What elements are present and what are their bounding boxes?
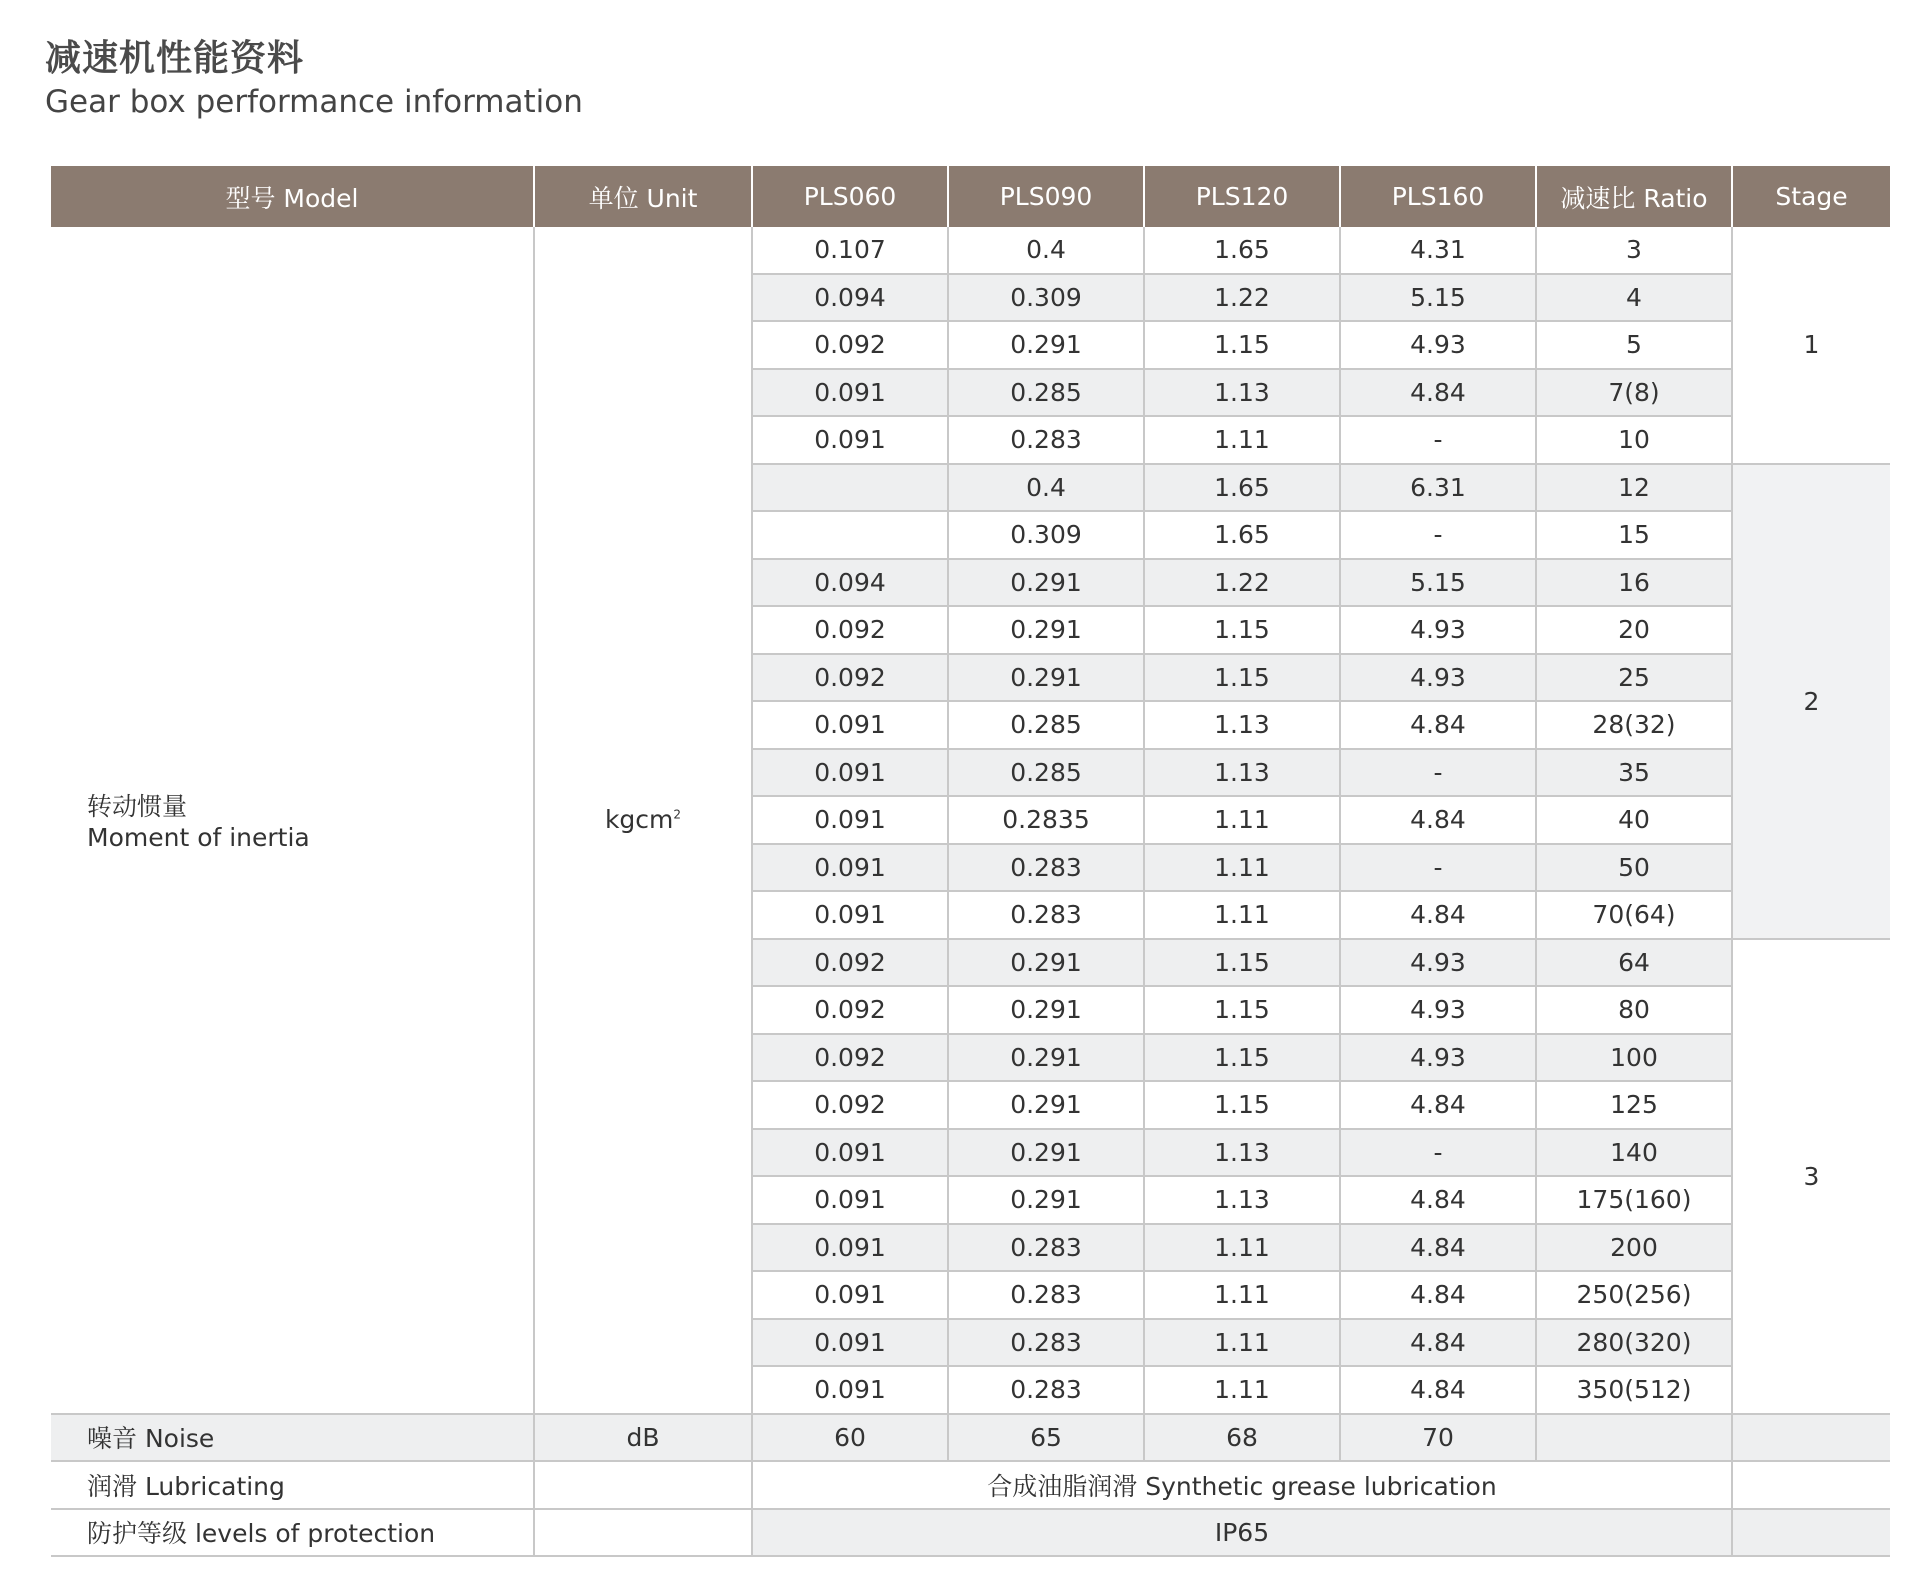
inertia-value-cell: 5.15 bbox=[1340, 274, 1536, 322]
inertia-value-cell: 0.291 bbox=[948, 1176, 1144, 1224]
inertia-value-cell: 0.094 bbox=[752, 559, 948, 607]
header-pls160: PLS160 bbox=[1340, 166, 1536, 227]
inertia-value-cell: 0.291 bbox=[948, 606, 1144, 654]
header-unit: 单位 Unit bbox=[534, 166, 752, 227]
inertia-value-cell: 4.93 bbox=[1340, 606, 1536, 654]
inertia-value-cell: 1.15 bbox=[1144, 986, 1340, 1034]
inertia-value-cell: 0.091 bbox=[752, 1129, 948, 1177]
header-stage: Stage bbox=[1732, 166, 1890, 227]
ratio-cell: 140 bbox=[1536, 1129, 1732, 1177]
ratio-cell: 35 bbox=[1536, 749, 1732, 797]
inertia-value-cell: - bbox=[1340, 749, 1536, 797]
inertia-value-cell: 0.283 bbox=[948, 1366, 1144, 1414]
inertia-label bbox=[51, 227, 534, 1414]
inertia-value-cell: 4.84 bbox=[1340, 1366, 1536, 1414]
inertia-value-cell: 0.283 bbox=[948, 891, 1144, 939]
inertia-value-cell: 0.283 bbox=[948, 416, 1144, 464]
inertia-value-cell: 0.107 bbox=[752, 227, 948, 274]
inertia-value-cell: 1.13 bbox=[1144, 1176, 1340, 1224]
inertia-value-cell: 1.11 bbox=[1144, 1224, 1340, 1272]
inertia-value-cell: 1.13 bbox=[1144, 1129, 1340, 1177]
inertia-value-cell: 1.65 bbox=[1144, 464, 1340, 512]
inertia-value-cell: 0.092 bbox=[752, 1081, 948, 1129]
inertia-value-cell: 1.15 bbox=[1144, 606, 1340, 654]
ratio-cell: 4 bbox=[1536, 274, 1732, 322]
inertia-value-cell: 0.092 bbox=[752, 606, 948, 654]
lubricating-label: 润滑 Lubricating bbox=[51, 1461, 534, 1509]
table-row bbox=[51, 227, 1890, 274]
ratio-cell: 28(32) bbox=[1536, 701, 1732, 749]
protection-stage-empty bbox=[1732, 1509, 1890, 1557]
inertia-value-cell: 0.091 bbox=[752, 1224, 948, 1272]
inertia-value-cell: 0.291 bbox=[948, 1034, 1144, 1082]
inertia-value-cell: 1.11 bbox=[1144, 1366, 1340, 1414]
inertia-value-cell: 1.15 bbox=[1144, 1081, 1340, 1129]
inertia-value-cell: 0.094 bbox=[752, 274, 948, 322]
inertia-value-cell: 0.283 bbox=[948, 1224, 1144, 1272]
noise-value-cell: 65 bbox=[948, 1414, 1144, 1462]
inertia-value-cell: 1.13 bbox=[1144, 369, 1340, 417]
stage-cell: 1 bbox=[1732, 227, 1890, 464]
inertia-value-cell: 4.84 bbox=[1340, 1176, 1536, 1224]
inertia-value-cell: 0.291 bbox=[948, 321, 1144, 369]
inertia-value-cell: 0.091 bbox=[752, 891, 948, 939]
inertia-unit-text: kgcm bbox=[604, 805, 674, 835]
header-pls090: PLS090 bbox=[948, 166, 1144, 227]
lubricating-unit-empty bbox=[534, 1461, 752, 1509]
ratio-cell: 280(320) bbox=[1536, 1319, 1732, 1367]
inertia-value-cell: - bbox=[1340, 844, 1536, 892]
ratio-cell: 20 bbox=[1536, 606, 1732, 654]
inertia-value-cell: 0.291 bbox=[948, 1129, 1144, 1177]
ratio-cell: 16 bbox=[1536, 559, 1732, 607]
page-title-en: Gear box performance information bbox=[45, 84, 583, 120]
lubricating-row bbox=[51, 1461, 1890, 1509]
inertia-value-cell bbox=[752, 511, 948, 559]
lubricating-value: 合成油脂润滑 Synthetic grease lubrication bbox=[752, 1461, 1732, 1509]
inertia-value-cell: 4.84 bbox=[1340, 1081, 1536, 1129]
inertia-value-cell: - bbox=[1340, 511, 1536, 559]
inertia-value-cell: 4.84 bbox=[1340, 369, 1536, 417]
ratio-cell: 40 bbox=[1536, 796, 1732, 844]
inertia-value-cell: 0.092 bbox=[752, 654, 948, 702]
ratio-cell: 15 bbox=[1536, 511, 1732, 559]
inertia-value-cell: 0.291 bbox=[948, 559, 1144, 607]
inertia-value-cell: 1.15 bbox=[1144, 654, 1340, 702]
noise-unit: dB bbox=[534, 1414, 752, 1462]
ratio-cell: 80 bbox=[1536, 986, 1732, 1034]
inertia-value-cell: 0.091 bbox=[752, 749, 948, 797]
inertia-value-cell: 1.11 bbox=[1144, 796, 1340, 844]
inertia-value-cell: 0.092 bbox=[752, 986, 948, 1034]
inertia-value-cell: 0.283 bbox=[948, 844, 1144, 892]
ratio-cell: 25 bbox=[1536, 654, 1732, 702]
inertia-value-cell: 4.93 bbox=[1340, 654, 1536, 702]
performance-table bbox=[51, 166, 1890, 1557]
inertia-value-cell: 4.93 bbox=[1340, 939, 1536, 987]
inertia-value-cell: 1.15 bbox=[1144, 939, 1340, 987]
inertia-value-cell: 0.4 bbox=[948, 227, 1144, 274]
ratio-cell: 12 bbox=[1536, 464, 1732, 512]
ratio-cell: 50 bbox=[1536, 844, 1732, 892]
inertia-value-cell: 1.22 bbox=[1144, 559, 1340, 607]
inertia-value-cell: 0.091 bbox=[752, 1319, 948, 1367]
ratio-cell: 64 bbox=[1536, 939, 1732, 987]
inertia-value-cell: 0.092 bbox=[752, 1034, 948, 1082]
inertia-value-cell bbox=[752, 464, 948, 512]
ratio-cell: 70(64) bbox=[1536, 891, 1732, 939]
inertia-value-cell: 0.091 bbox=[752, 844, 948, 892]
page-title-cn: 减速机性能资料 bbox=[45, 38, 305, 79]
ratio-cell: 5 bbox=[1536, 321, 1732, 369]
inertia-value-cell: 4.84 bbox=[1340, 796, 1536, 844]
inertia-value-cell: 1.11 bbox=[1144, 1271, 1340, 1319]
inertia-value-cell: 4.84 bbox=[1340, 1271, 1536, 1319]
header-model: 型号 Model bbox=[51, 166, 534, 227]
inertia-value-cell: 1.11 bbox=[1144, 891, 1340, 939]
inertia-label-cn: 转动惯量 bbox=[87, 792, 188, 822]
stage-cell: 3 bbox=[1732, 939, 1890, 1414]
header-pls120: PLS120 bbox=[1144, 166, 1340, 227]
protection-label: 防护等级 levels of protection bbox=[51, 1509, 534, 1557]
inertia-value-cell: 1.11 bbox=[1144, 1319, 1340, 1367]
inertia-value-cell: 1.15 bbox=[1144, 1034, 1340, 1082]
inertia-value-cell: 1.11 bbox=[1144, 844, 1340, 892]
inertia-value-cell: 0.091 bbox=[752, 1271, 948, 1319]
noise-row bbox=[51, 1414, 1890, 1462]
noise-label: 噪音 Noise bbox=[51, 1414, 534, 1462]
inertia-value-cell: - bbox=[1340, 416, 1536, 464]
inertia-value-cell: 5.15 bbox=[1340, 559, 1536, 607]
inertia-value-cell: 0.283 bbox=[948, 1271, 1144, 1319]
inertia-value-cell: 0.309 bbox=[948, 274, 1144, 322]
table-header-row bbox=[51, 166, 1890, 227]
inertia-value-cell: 4.31 bbox=[1340, 227, 1536, 274]
inertia-value-cell: 0.291 bbox=[948, 1081, 1144, 1129]
inertia-value-cell: 6.31 bbox=[1340, 464, 1536, 512]
inertia-value-cell: 0.091 bbox=[752, 796, 948, 844]
ratio-cell: 10 bbox=[1536, 416, 1732, 464]
inertia-value-cell: 0.2835 bbox=[948, 796, 1144, 844]
inertia-value-cell: 0.285 bbox=[948, 369, 1144, 417]
inertia-value-cell: 4.84 bbox=[1340, 701, 1536, 749]
inertia-value-cell: 4.93 bbox=[1340, 321, 1536, 369]
inertia-label-en: Moment of inertia bbox=[87, 823, 310, 853]
inertia-value-cell: 1.65 bbox=[1144, 227, 1340, 274]
ratio-cell: 200 bbox=[1536, 1224, 1732, 1272]
protection-unit-empty bbox=[534, 1509, 752, 1557]
inertia-value-cell: 1.13 bbox=[1144, 749, 1340, 797]
stage-cell: 2 bbox=[1732, 464, 1890, 939]
noise-ratio-empty bbox=[1536, 1414, 1732, 1462]
ratio-cell: 100 bbox=[1536, 1034, 1732, 1082]
inertia-value-cell: 0.285 bbox=[948, 749, 1144, 797]
noise-stage-empty bbox=[1732, 1414, 1890, 1462]
inertia-value-cell: 1.11 bbox=[1144, 416, 1340, 464]
ratio-cell: 175(160) bbox=[1536, 1176, 1732, 1224]
header-ratio: 减速比 Ratio bbox=[1536, 166, 1732, 227]
inertia-value-cell: 0.091 bbox=[752, 701, 948, 749]
ratio-cell: 3 bbox=[1536, 227, 1732, 274]
noise-value-cell: 68 bbox=[1144, 1414, 1340, 1462]
inertia-value-cell: 0.283 bbox=[948, 1319, 1144, 1367]
inertia-value-cell: - bbox=[1340, 1129, 1536, 1177]
inertia-value-cell: 0.309 bbox=[948, 511, 1144, 559]
protection-row bbox=[51, 1509, 1890, 1557]
inertia-value-cell: 1.15 bbox=[1144, 321, 1340, 369]
inertia-value-cell: 0.092 bbox=[752, 939, 948, 987]
inertia-value-cell: 0.091 bbox=[752, 1366, 948, 1414]
inertia-value-cell: 0.091 bbox=[752, 369, 948, 417]
inertia-value-cell: 4.84 bbox=[1340, 891, 1536, 939]
inertia-value-cell: 0.092 bbox=[752, 321, 948, 369]
inertia-value-cell: 0.291 bbox=[948, 939, 1144, 987]
inertia-value-cell: 4.93 bbox=[1340, 986, 1536, 1034]
inertia-value-cell: 1.13 bbox=[1144, 701, 1340, 749]
noise-value-cell: 60 bbox=[752, 1414, 948, 1462]
inertia-unit-sup: 2 bbox=[673, 807, 682, 822]
inertia-unit bbox=[534, 227, 752, 1414]
inertia-value-cell: 0.291 bbox=[948, 654, 1144, 702]
inertia-value-cell: 0.4 bbox=[948, 464, 1144, 512]
noise-value-cell: 70 bbox=[1340, 1414, 1536, 1462]
protection-value: IP65 bbox=[752, 1509, 1732, 1557]
inertia-value-cell: 0.291 bbox=[948, 986, 1144, 1034]
ratio-cell: 125 bbox=[1536, 1081, 1732, 1129]
ratio-cell: 350(512) bbox=[1536, 1366, 1732, 1414]
inertia-value-cell: 0.091 bbox=[752, 416, 948, 464]
inertia-value-cell: 4.84 bbox=[1340, 1319, 1536, 1367]
inertia-value-cell: 1.22 bbox=[1144, 274, 1340, 322]
header-pls060: PLS060 bbox=[752, 166, 948, 227]
inertia-value-cell: 4.93 bbox=[1340, 1034, 1536, 1082]
ratio-cell: 250(256) bbox=[1536, 1271, 1732, 1319]
inertia-value-cell: 0.285 bbox=[948, 701, 1144, 749]
inertia-value-cell: 1.65 bbox=[1144, 511, 1340, 559]
inertia-value-cell: 4.84 bbox=[1340, 1224, 1536, 1272]
lubricating-stage-empty bbox=[1732, 1461, 1890, 1509]
inertia-value-cell: 0.091 bbox=[752, 1176, 948, 1224]
ratio-cell: 7(8) bbox=[1536, 369, 1732, 417]
